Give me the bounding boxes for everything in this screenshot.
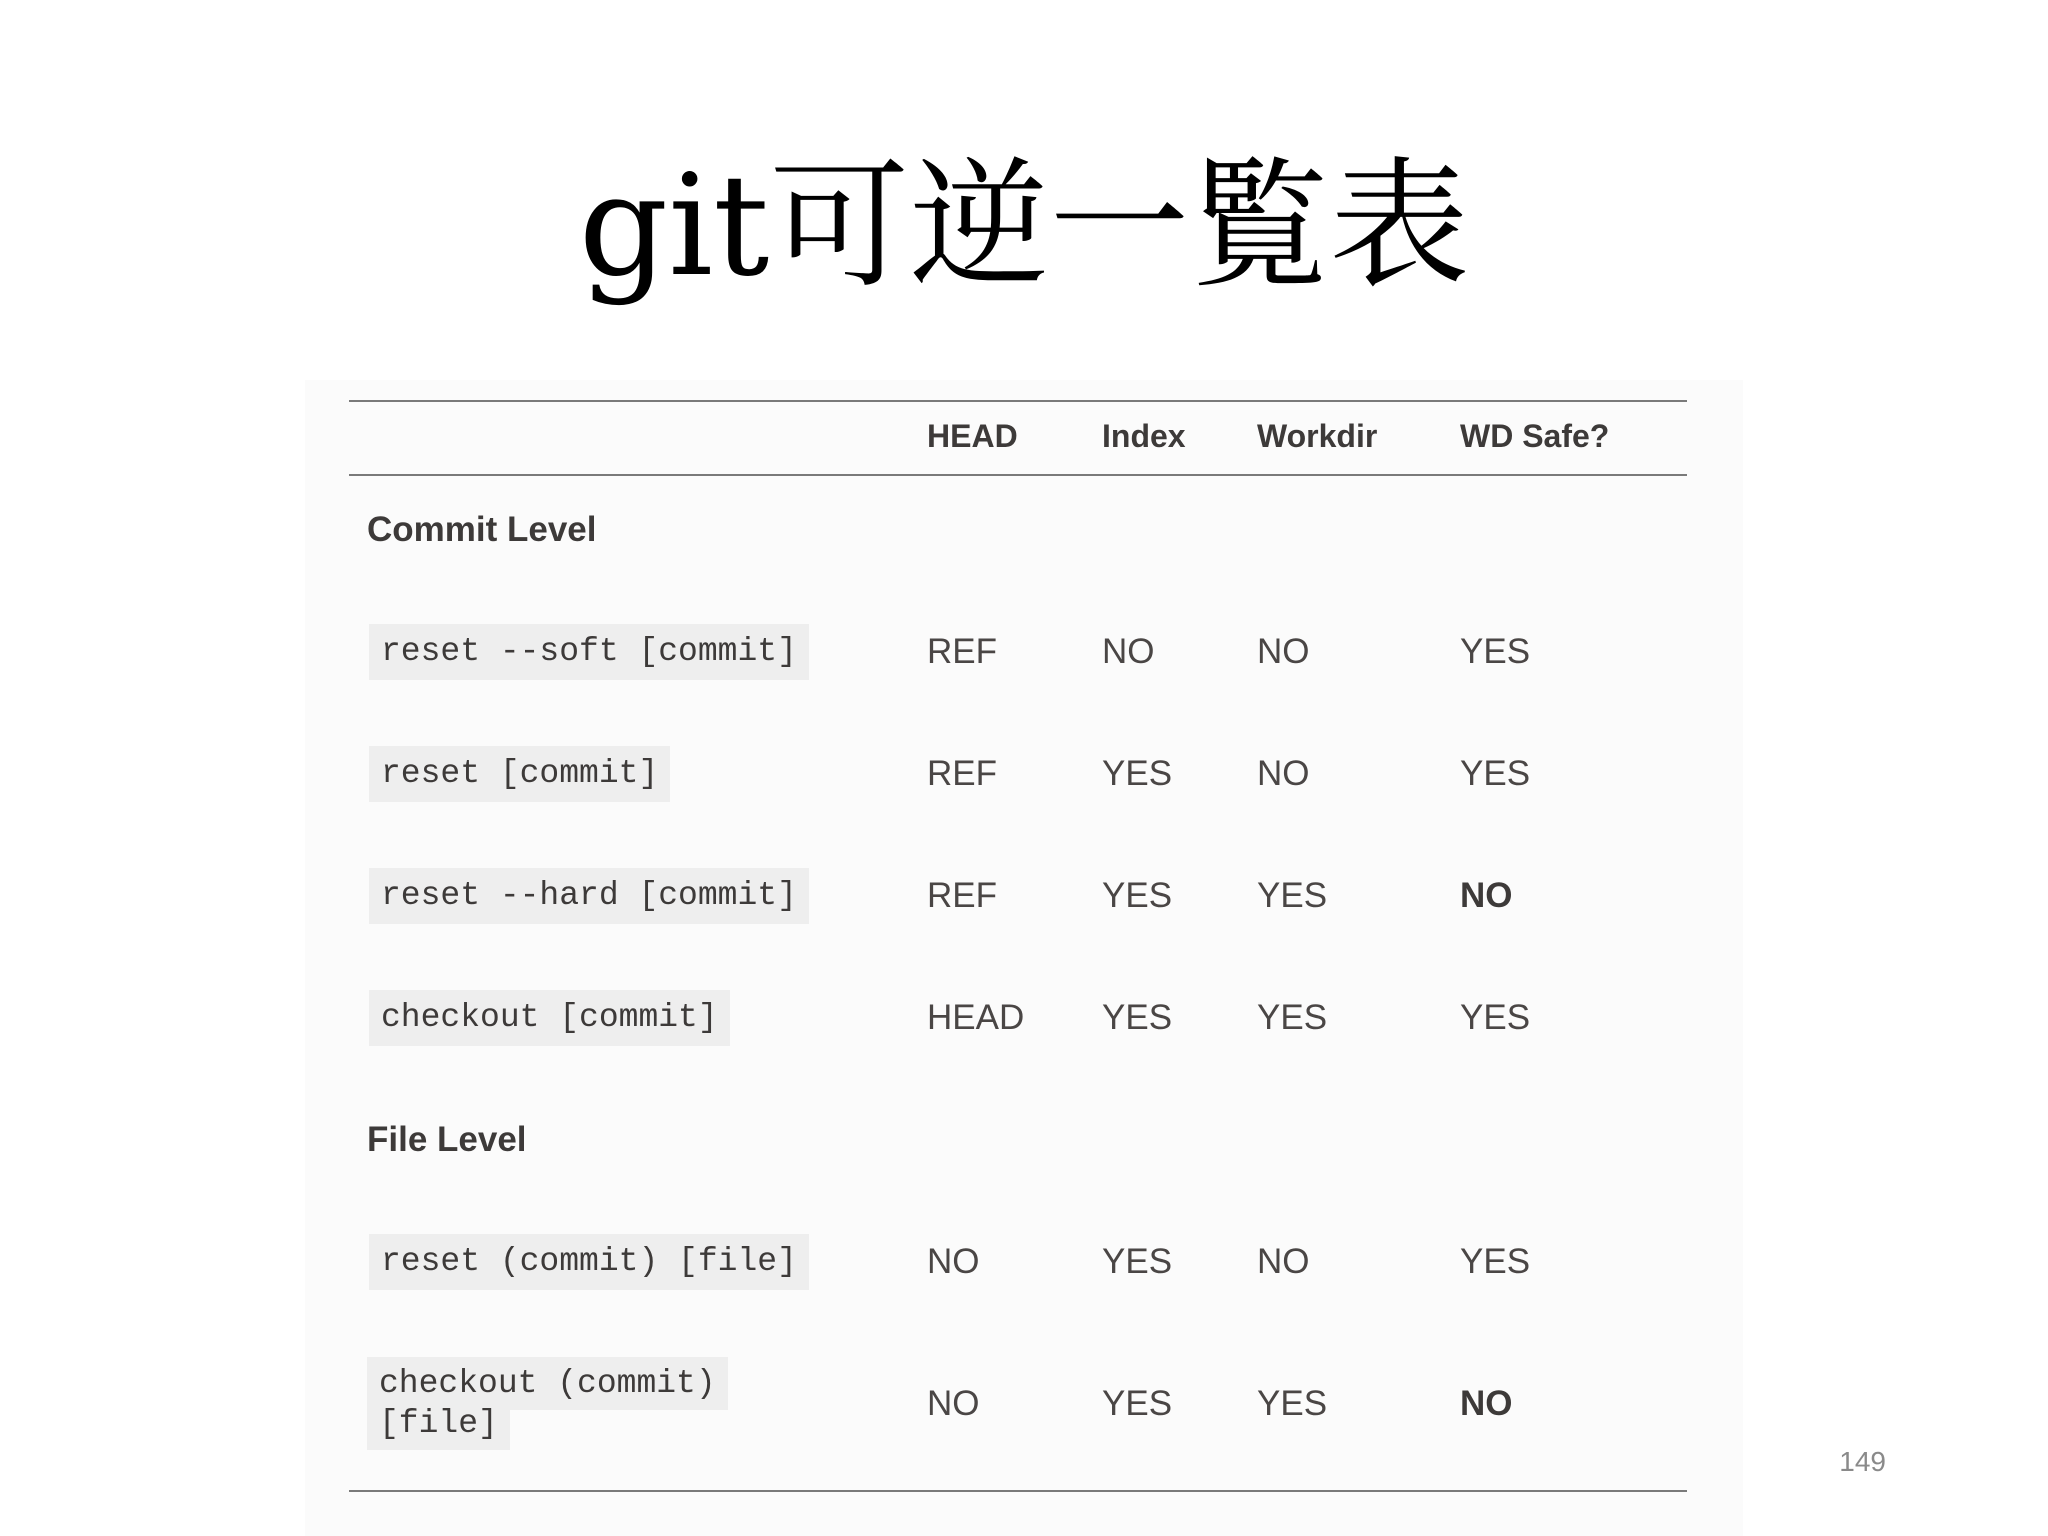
git-reset-table	[305, 380, 1743, 1536]
cell-index: YES	[1102, 876, 1173, 915]
command-checkout: checkout [commit]	[369, 990, 730, 1046]
cell-head: REF	[927, 876, 997, 915]
cell-workdir: YES	[1257, 1384, 1328, 1423]
cell-wd-safe: NO	[1460, 1384, 1513, 1423]
cell-workdir: NO	[1257, 754, 1310, 793]
command-reset-soft: reset --soft [commit]	[369, 624, 809, 680]
section-commit-level: Commit Level	[367, 510, 597, 549]
cell-index: YES	[1102, 1242, 1173, 1281]
cell-index: YES	[1102, 754, 1173, 793]
cell-index: NO	[1102, 632, 1155, 671]
command-checkout-file	[367, 1364, 727, 1444]
header-index: Index	[1102, 418, 1186, 454]
table-bottom-rule	[349, 1490, 1687, 1492]
cell-wd-safe: YES	[1460, 998, 1531, 1037]
page-number: 149	[1839, 1446, 1886, 1477]
command-reset-hard: reset --hard [commit]	[369, 868, 809, 924]
cell-wd-safe: YES	[1460, 632, 1531, 671]
cell-head: REF	[927, 754, 997, 793]
cell-workdir: YES	[1257, 876, 1328, 915]
cell-head: NO	[927, 1242, 980, 1281]
command-checkout-file-text: checkout (commit) [file]	[367, 1357, 728, 1450]
cell-index: YES	[1102, 1384, 1173, 1423]
section-file-level: File Level	[367, 1120, 527, 1159]
cell-head: HEAD	[927, 998, 1025, 1037]
cell-wd-safe: NO	[1460, 876, 1513, 915]
header-head: HEAD	[927, 418, 1018, 454]
slide-title: git可逆一覧表	[578, 145, 1470, 308]
cell-wd-safe: YES	[1460, 1242, 1531, 1281]
cell-head: NO	[927, 1384, 980, 1423]
header-wd-safe: WD Safe?	[1460, 418, 1610, 454]
cell-workdir: YES	[1257, 998, 1328, 1037]
command-reset: reset [commit]	[369, 746, 670, 802]
cell-index: YES	[1102, 998, 1173, 1037]
cell-wd-safe: YES	[1460, 754, 1531, 793]
command-reset-file: reset (commit) [file]	[369, 1234, 809, 1290]
cell-workdir: NO	[1257, 632, 1310, 671]
header-workdir: Workdir	[1257, 418, 1378, 454]
cell-workdir: NO	[1257, 1242, 1310, 1281]
table-header-rule	[349, 474, 1687, 476]
cell-head: REF	[927, 632, 997, 671]
table-top-rule	[349, 400, 1687, 402]
